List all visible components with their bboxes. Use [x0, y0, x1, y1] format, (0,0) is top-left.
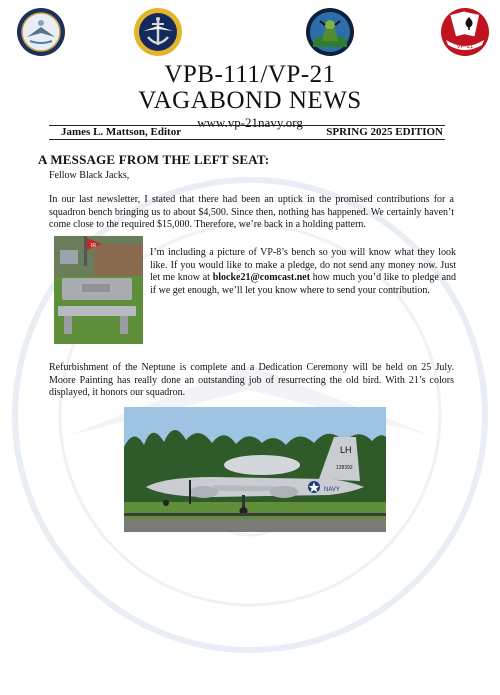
- paragraph-bench-update: In our last newsletter, I stated that there had been an uptick in the promised contributions for a squadron bench bringing us to about $4,500. Since then, nothing has happened. We certainly haven’t come close to the required $15,000. Therefore, we’re back in a holding pattern.: [49, 194, 454, 230]
- newsletter-title-line1: VPB-111/VP-21: [164, 61, 336, 88]
- paragraph-neptune: Refurbishment of the Neptune is complete and a Dedication Ceremony will be held on 25 July. Moore Painting has really done an outstanding job of resurrecting the old bird. With 21’s colors displayed, it honors our squadron.: [49, 362, 454, 398]
- vp21-ace-spade-logo: [440, 7, 490, 57]
- svg-text:NAVY: NAVY: [324, 487, 340, 493]
- bench-photo: [54, 236, 143, 344]
- greeting: Fellow Black Jacks,: [49, 170, 130, 181]
- pledge-text-end: how much you’d like to pledge and if we get enough, we’ll let you know where to send your contribution.: [150, 272, 457, 296]
- svg-text:VP-21: VP-21: [456, 44, 474, 50]
- edition-label: SPRING 2025 EDITION: [326, 126, 443, 138]
- section-heading: A MESSAGE FROM THE LEFT SEAT:: [38, 152, 270, 167]
- svg-text:128392: 128392: [336, 465, 353, 471]
- newsletter-title-line2: VAGABOND NEWS: [138, 87, 362, 114]
- seal-logo: [16, 7, 66, 57]
- editor-name: James L. Mattson, Editor: [61, 126, 182, 138]
- svg-text:LH: LH: [340, 445, 352, 455]
- svg-text:IR: IR: [91, 243, 96, 249]
- neptune-aircraft-photo: [124, 407, 386, 532]
- black-jack-figure-logo: [305, 7, 355, 57]
- masthead: [0, 62, 500, 130]
- anchor-squadron-logo: [133, 7, 183, 57]
- contact-email[interactable]: blocke21@comcast.net: [212, 272, 311, 283]
- paragraph-pledge: [150, 247, 456, 297]
- pledge-text-start: I’m including a picture of VP-8’s bench so you will know what they look like. If you would like to make a pledge, do not send any money now. Just let me know at: [150, 247, 456, 283]
- website-link[interactable]: www.vp-21navy.org: [197, 115, 303, 130]
- editor-bar: [49, 125, 445, 140]
